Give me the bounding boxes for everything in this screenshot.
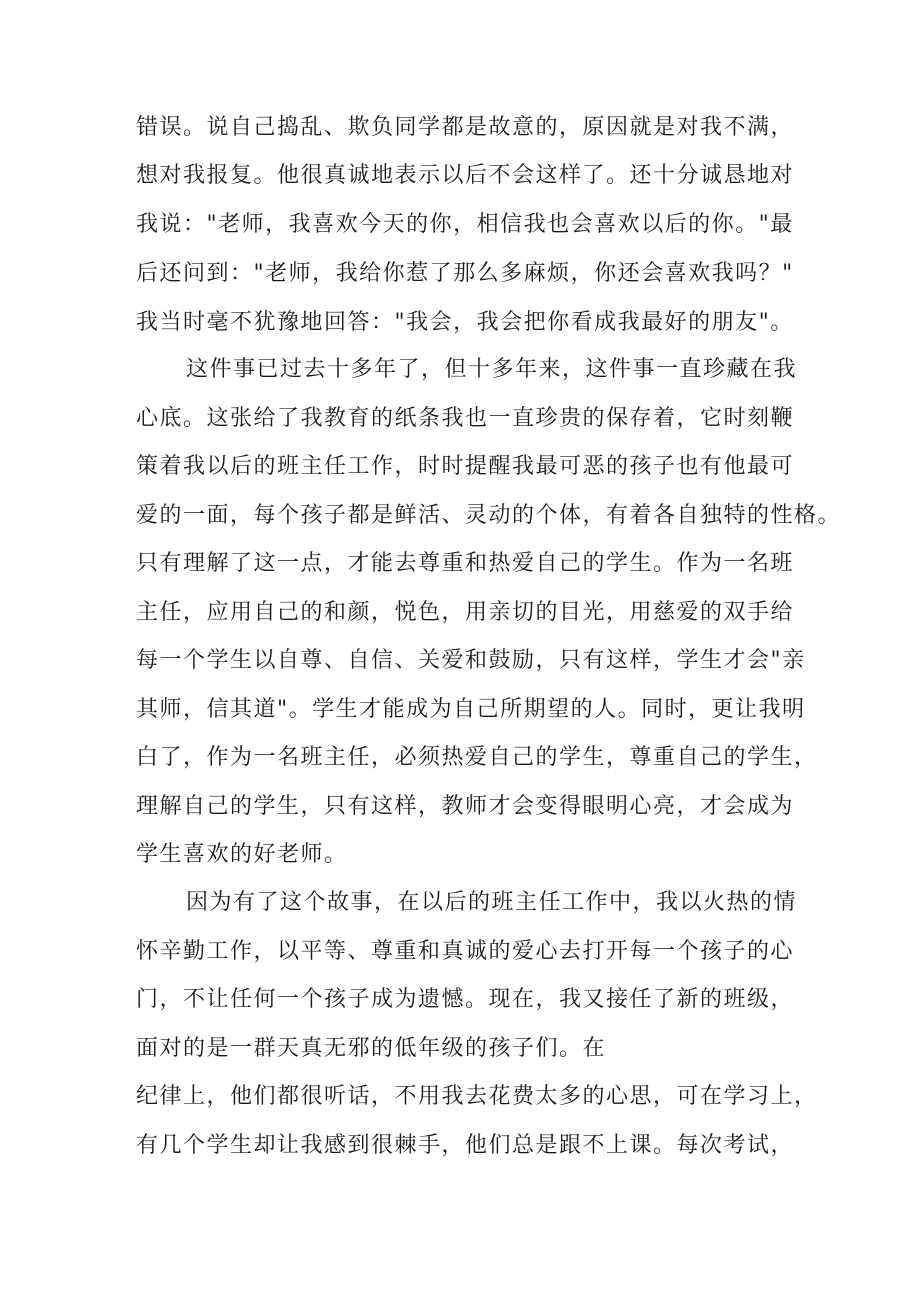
text-line: 错误。说自己捣乱、欺负同学都是故意的，原因就是对我不满， xyxy=(136,115,795,140)
text-line: 每一个学生以自尊、自信、关爱和鼓励，只有这样，学生才会"亲 xyxy=(136,648,806,673)
text-line: 心底。这张给了我教育的纸条我也一直珍贵的保存着，它时刻鞭 xyxy=(136,406,795,431)
paragraph-first-line: 因为有了这个故事，在以后的班主任工作中，我以火热的情 xyxy=(186,890,798,915)
text-line: 其师，信其道"。学生才能成为自己所期望的人。同时，更让我明 xyxy=(136,697,806,722)
text-line: 学生喜欢的好老师。 xyxy=(136,842,348,867)
text-line: 策着我以后的班主任工作，时时提醒我最可恶的孩子也有他最可 xyxy=(136,454,795,479)
paragraph-first-line: 这件事已过去十多年了，但十多年来，这件事一直珍藏在我 xyxy=(186,357,798,382)
text-line: 我当时毫不犹豫地回答："我会，我会把你看成我最好的朋友"。 xyxy=(136,310,794,335)
text-line: 面对的是一群天真无邪的低年级的孩子们。在 xyxy=(136,1036,607,1061)
text-line: 爱的一面，每个孩子都是鲜活、灵动的个体，有着各自独特的性格。 xyxy=(136,503,842,528)
text-line: 怀辛勤工作，以平等、尊重和真诚的爱心去打开每一个孩子的心 xyxy=(136,939,795,964)
text-line: 理解自己的学生，只有这样，教师才会变得眼明心亮，才会成为 xyxy=(136,794,795,819)
text-line: 想对我报复。他很真诚地表示以后不会这样了。还十分诚恳地对 xyxy=(136,163,795,188)
text-line: 后还问到："老师，我给你惹了那么多麻烦，你还会喜欢我吗？" xyxy=(136,261,794,286)
text-line: 主任，应用自己的和颜，悦色，用亲切的目光，用慈爱的双手给 xyxy=(136,600,795,625)
text-line: 门，不让任何一个孩子成为遗憾。现在，我又接任了新的班级， xyxy=(136,987,795,1012)
text-line: 白了，作为一名班主任，必须热爱自己的学生，尊重自己的学生， xyxy=(136,745,818,770)
text-line: 只有理解了这一点，才能去尊重和热爱自己的学生。作为一名班 xyxy=(136,551,795,576)
text-line: 纪律上，他们都很听话，不用我去花费太多的心思，可在学习上， xyxy=(136,1084,818,1109)
text-line: 我说："老师，我喜欢今天的你，相信我也会喜欢以后的你。"最 xyxy=(136,212,794,237)
text-line: 有几个学生却让我感到很棘手，他们总是跟不上课。每次考试， xyxy=(136,1133,795,1158)
